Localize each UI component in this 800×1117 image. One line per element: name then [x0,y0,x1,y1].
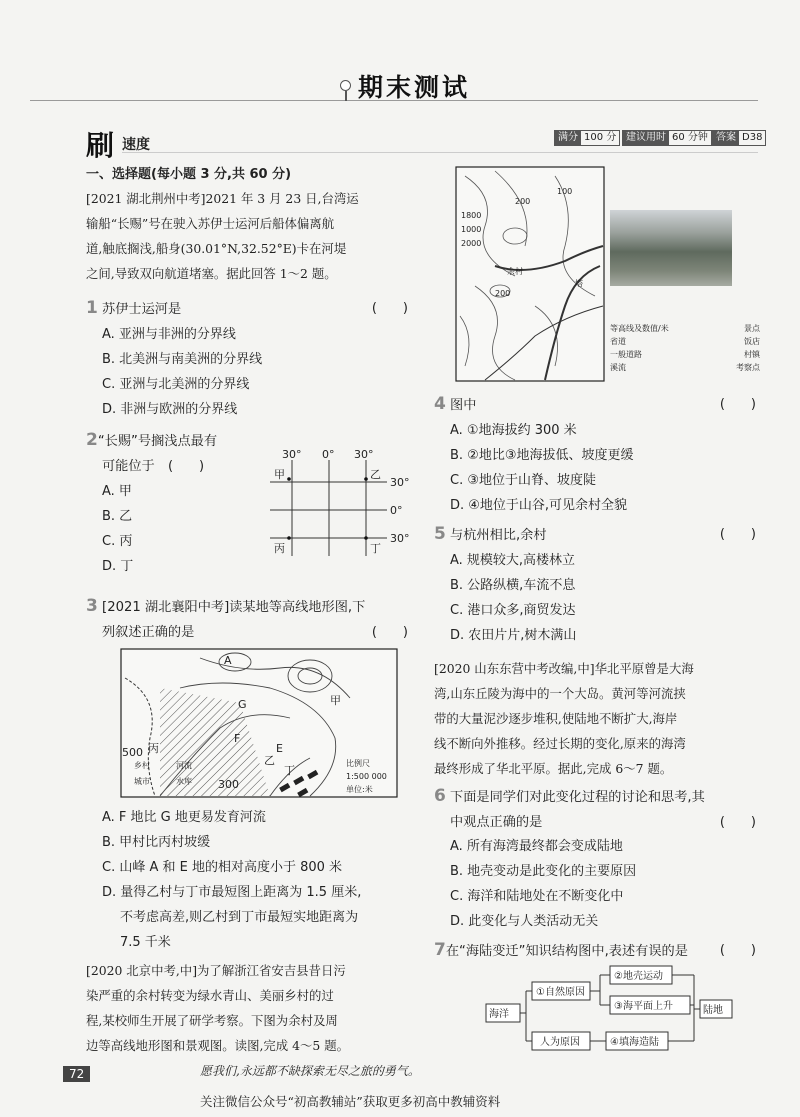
answer-tag: 答案 D38 [712,130,766,146]
legend-reservoir: 水库 [176,777,192,786]
point-jia: 甲 [274,468,285,481]
q6-option-a[interactable]: A. 所有海湾最终都会变成陆地 [450,839,623,854]
grid-right-3: 30° [390,532,410,545]
passage-3: [2020 山东东营中考改编,中]华北平原曾是大海 湾,山东丘陵为海中的一个大岛。黄河等河流挟 带的大量泥沙逐步堆积,使陆地不断扩大,海岸 线不断向外推移。经过长期的变化,原来的海湾 最终形成了华北平原。据此,完成 6～7 题。 [434,661,694,776]
map1-label-ding: 丁 [284,764,295,777]
q4-option-a[interactable]: A. ①地海拔约 300 米 [450,423,577,438]
q4-option-c[interactable]: C. ③地位于山脊、坡度陡 [450,473,596,488]
time-tag: 建议用时 60 分钟 [622,130,712,146]
question-3: 3 [2021 湖北襄阳中考]读某地等高线地形图,下 列叙述正确的是 ( ) [86,596,408,640]
q2-options [102,479,133,579]
q5-option-c[interactable]: C. 港口众多,商贸发达 [450,603,576,618]
map1-label-a: A [224,654,232,667]
q6-option-b[interactable]: B. 地壳变动是此变化的主要原因 [450,864,637,879]
point-yi: 乙 [370,468,381,481]
section-mark: 刷 [86,129,115,162]
question-6: 6 下面是同学们对此变化过程的讨论和思考,其 中观点正确的是 ( ) [434,786,756,830]
map2-label-200b: 200 [495,289,511,298]
grid-top-3: 30° [354,448,374,461]
grid-right-2: 0° [390,504,403,517]
scale-value: 1:500 000 [346,772,387,781]
map2-label-2000: 2000 [461,239,482,248]
legend-river: 河流 [176,761,192,770]
contour-map-1 [120,648,400,800]
q6-option-d[interactable]: D. 此变化与人类活动无关 [450,914,599,929]
q1-option-b[interactable]: B. 北美洲与南美洲的分界线 [102,352,263,367]
full-score-tag: 满分 100 分 [554,130,620,146]
point-ding: 丁 [370,542,381,555]
map1-label-yi: 乙 [264,754,275,767]
q6-options [450,834,636,934]
map2-legend: 等高线及数值/米 景点 省道 饭店 一般道路 村镇 溪流 考察点 [610,324,760,372]
diagram-crust: ②地壳运动 [614,971,663,982]
diagram-human: 人为原因 [540,1037,580,1048]
diagram-natural: ①自然原因 [536,987,585,998]
q3-option-b[interactable]: B. 甲村比丙村坡缓 [102,835,211,850]
diagram-land: 陆地 [703,1005,723,1016]
map1-label-500: 500 [122,746,143,759]
footer-note: 关注微信公众号“初高教辅站”获取更多初高中教辅资料 [200,1094,501,1109]
q2-option-c[interactable]: C. 丙 [102,534,133,549]
page-title: 期末测试 [358,73,471,102]
q3-option-d-line3: 7.5 千米 [120,935,171,950]
lat-lon-grid [262,448,417,560]
q5-option-a[interactable]: A. 规模较大,高楼林立 [450,553,576,568]
section-sub: 速度 [122,137,150,153]
question-5: 5 与杭州相比,余村 ( ) [434,524,756,544]
q2-option-d[interactable]: D. 丁 [102,559,134,574]
page-number: 72 [63,1066,90,1082]
map2-label-1000: 1000 [461,225,482,234]
grid-top-1: 30° [282,448,302,461]
q3-option-d-line2: 不考虑高差,则乙村到丁市最短实地距离为 [120,910,359,925]
map2-label-100: 100 [557,187,573,196]
question-7: 7在“海陆变迁”知识结构图中,表述有误的是 ( ) [434,940,756,960]
map1-label-bing: 丙 [148,742,159,755]
part-heading: 一、选择题(每小题 3 分,共 60 分) [86,167,292,182]
q4-options [450,418,634,518]
grid-right-1: 30° [390,476,410,489]
passage-2: [2020 北京中考,中]为了解浙江省安吉县昔日污 染严重的余村转变为绿水青山、美丽乡村的过 程,某校师生开展了研学考察。下图为余村及周 边等高线地形图和景观图。读图,完成 4～5 题。 [86,963,350,1053]
question-4: 4 图中 ( ) [434,394,756,414]
scale-unit: 单位:米 [346,785,373,794]
pin-stem [345,91,347,101]
legend-village: 乡村 [134,761,150,770]
map2-label-1800: 1800 [461,211,482,220]
diagram-sea-level: ③海平面上升 [614,1001,673,1012]
grid-top-2: 0° [322,448,335,461]
q2-option-b[interactable]: B. 乙 [102,509,133,524]
map2-label-village: 余村 [507,267,523,276]
legend-city: 城市 [134,777,150,786]
q1-option-c[interactable]: C. 亚洲与北美洲的分界线 [102,377,250,392]
q4-option-b[interactable]: B. ②地比③地海拔低、坡度更缓 [450,448,634,463]
header-rule [122,152,758,153]
q3-option-a[interactable]: A. F 地比 G 地更易发育河流 [102,810,266,825]
map1-label-jia: 甲 [330,694,341,707]
q3-option-d[interactable]: D. 量得乙村与丁市最短图上距离为 1.5 厘米, [102,885,362,900]
q5-options [450,548,576,648]
q6-option-c[interactable]: C. 海洋和陆地处在不断变化中 [450,889,624,904]
footer-motto: 愿我们,永远都不缺探索无尽之旅的勇气。 [200,1064,420,1078]
diagram-reclaim: ④填海造陆 [610,1037,659,1048]
village-landscape-photo [610,210,732,286]
q1-option-d[interactable]: D. 非洲与欧洲的分界线 [102,402,238,417]
point-bing: 丙 [274,542,285,555]
passage-1: [2021 湖北荆州中考]2021 年 3 月 23 日,台湾运 输船“长赐”号在驶入苏伊士运河后船体偏离航 道,触底搁浅,船身(30.01°N,32.52°E)卡在河堤 之间,导致双向航道堵塞。据此回答 1～2 题。 [86,191,359,281]
q5-option-b[interactable]: B. 公路纵横,车流不息 [450,578,576,593]
q5-option-d[interactable]: D. 农田片片,树木满山 [450,628,577,643]
diagram-ocean: 海洋 [489,1009,509,1020]
q3-option-c[interactable]: C. 山峰 A 和 E 地的相对高度小于 800 米 [102,860,343,875]
q1-option-a[interactable]: A. 亚洲与非洲的分界线 [102,327,236,342]
pin-icon [340,80,351,91]
contour-map-2 [455,166,605,382]
question-1: 1 苏伊士运河是 ( ) [86,298,408,318]
q2-option-a[interactable]: A. 甲 [102,484,132,499]
q1-options [102,322,262,422]
map1-label-300: 300 [218,778,239,791]
q3-options [102,805,418,955]
question-2: 2“长赐”号搁浅点最有 可能位于 ( ) [86,430,218,474]
map1-label-g: G [238,698,247,711]
map1-label-f: F [234,732,241,745]
map2-label-tower: 塔 [575,279,583,288]
map2-label-200a: 200 [515,197,531,206]
scale-title: 比例尺 [346,759,370,768]
q4-option-d[interactable]: D. ④地位于山谷,可见余村全貌 [450,498,628,513]
land-sea-diagram [482,962,742,1052]
map1-label-e: E [276,742,283,755]
